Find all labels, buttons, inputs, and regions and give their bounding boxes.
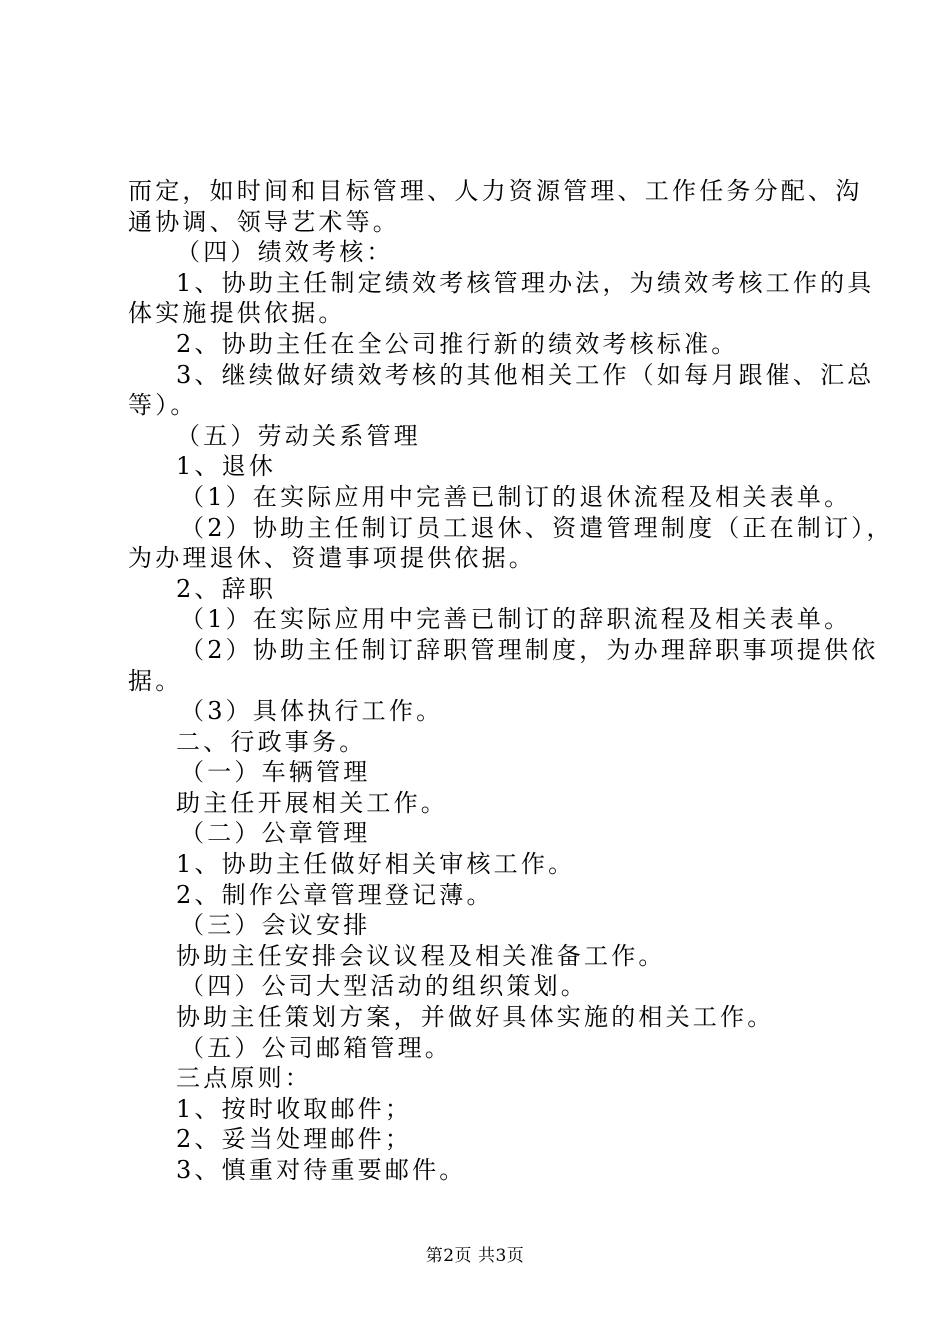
text-line: 助主任开展相关工作。 [176,788,448,817]
text-line: 等）。 [128,391,198,420]
text-line: 1、按时收取邮件； [176,1094,413,1123]
text-line: （1）在实际应用中完善已制订的辞职流程及相关表单。 [180,605,852,634]
text-line: 协助主任安排会议议程及相关准备工作。 [176,941,666,970]
page-number-footer: 第2页 共3页 [425,1246,525,1266]
section-heading: （五）劳动关系管理 [176,421,421,450]
section-heading: （三）会议安排 [180,911,371,940]
text-line: 协助主任策划方案，并做好具体实施的相关工作。 [176,1003,775,1032]
text-line: 而定，如时间和目标管理、人力资源管理、工作任务分配、沟 [128,177,863,205]
text-line: 3、慎重对待重要邮件。 [176,1156,467,1184]
text-line: 据。 [128,666,183,695]
text-line: 为办理退休、资遣事项提供依据。 [128,544,536,573]
text-line: （1）在实际应用中完善已制订的退休流程及相关表单。 [180,482,852,511]
text-line: 2、制作公章管理登记薄。 [176,880,494,909]
section-heading: （四）绩效考核： [176,238,394,267]
text-line: 1、协助主任做好相关审核工作。 [176,850,576,879]
text-line: 1、协助主任制定绩效考核管理办法，为绩效考核工作的具 [176,268,875,297]
text-line: （2）协助主任制订员工退休、资遣管理制度（正在制订）， [180,513,894,542]
text-line: （3）具体执行工作。 [180,697,444,726]
text-line: 2、辞职 [176,574,277,603]
text-line: （2）协助主任制订辞职管理制度，为办理辞职事项提供依 [180,635,879,664]
text-line: 3、继续做好绩效考核的其他相关工作（如每月跟催、汇总 [176,360,875,389]
section-heading: （五）公司邮箱管理。 [180,1033,452,1062]
document-body [128,176,894,1186]
text-line: 体实施提供依据。 [128,299,346,328]
text-line: 三点原则： [176,1064,312,1093]
text-line: 2、协助主任在全公司推行新的绩效考核标准。 [176,329,739,358]
text-line: 2、妥当处理邮件； [176,1125,413,1154]
section-heading: （四）公司大型活动的组织策划。 [180,972,588,1001]
text-line: 通协调、领导艺术等。 [128,207,400,236]
section-heading: 二、行政事务。 [176,727,367,756]
section-heading: （一）车辆管理 [180,758,371,787]
section-heading: （二）公章管理 [180,819,371,848]
text-line: 1、退休 [176,452,277,481]
